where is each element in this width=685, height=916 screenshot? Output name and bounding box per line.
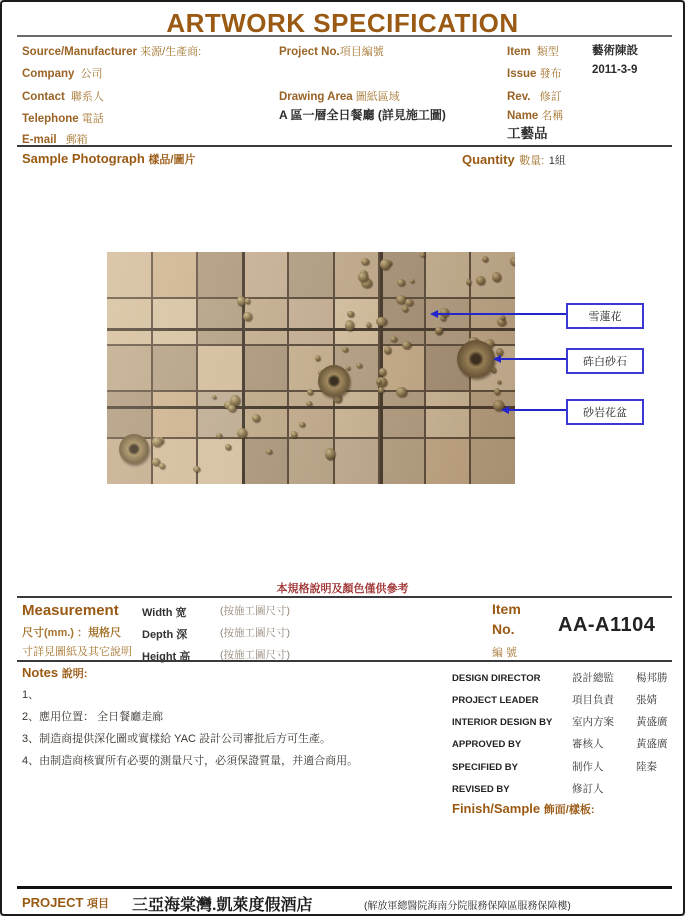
drawing-area-value: A 區一層全日餐廳 (詳見施工圖): [279, 108, 446, 122]
divider-under-header: [17, 145, 672, 147]
measurement-zh-1: 尺寸(mm.) ：規格尺: [22, 627, 121, 639]
item-value: 藝術陳設: [592, 45, 638, 57]
note-item-4: 4、由制造商核實所有必要的測量尺寸，必須保證質量，并適合商用。: [22, 755, 359, 767]
callout-arrow-icon: [438, 313, 566, 315]
callout-label-2: 砗白砂石: [566, 348, 644, 374]
no-label: No.: [492, 621, 515, 637]
signoff-project-leader: PROJECT LEADER 項目負責 張婧: [452, 694, 657, 706]
item-number: AA-A1104: [558, 614, 656, 636]
project-name: 三亞海棠灣.凱萊度假酒店: [132, 897, 313, 914]
field-telephone: Telephone 電話: [22, 113, 104, 125]
callout-arrow-icon: [509, 409, 566, 411]
note-item-2: 2、應用位置： 全日餐廳走廊: [22, 711, 164, 723]
field-project-no: Project No.項目編號: [279, 46, 384, 58]
field-source-manufacturer: Source/Manufacturer 来源/生產商:: [22, 46, 202, 58]
callout-arrow-icon: [501, 358, 566, 360]
signoff-revised-by: REVISED BY 修訂人: [452, 783, 604, 795]
no-zh-label: 編 號: [492, 647, 518, 659]
footer-divider: [17, 886, 672, 889]
notes-label: Notes 說明:: [22, 665, 88, 680]
signoff-approved-by: APPROVED BY 審核人 黃盛廣: [452, 738, 668, 750]
dim-height-value: (按施工圖尺寸): [220, 649, 290, 661]
measurement-label: Measurement: [22, 602, 119, 619]
field-email: E-mail 郵箱: [22, 134, 88, 146]
reference-note: 本規格說明及顏色僅供參考: [276, 583, 409, 595]
panel-joint: [242, 252, 245, 484]
panel-joint: [107, 406, 515, 409]
callout-label-3: 砂岩花盆: [566, 399, 644, 425]
dim-depth-value: (按施工圖尺寸): [220, 627, 290, 639]
page-title: ARTWORK SPECIFICATION: [166, 8, 519, 38]
signoff-specified-by: SPECIFIED BY 制作人 陸秦: [452, 761, 657, 773]
field-contact: Contact 聯系人: [22, 91, 104, 103]
sample-photograph-label: Sample Photograph 樣品/圖片: [22, 151, 196, 166]
field-company: Company 公司: [22, 68, 103, 80]
project-subtitle: (解放軍總醫院海南分院服務保障區服務保障樓): [364, 901, 571, 912]
divider-under-title: [17, 35, 672, 37]
field-rev: Rev. 修訂: [507, 91, 562, 103]
field-item: Item 類型: [507, 46, 559, 58]
field-name: Name 名稱: [507, 110, 564, 122]
note-item-1: 1、: [22, 689, 40, 701]
field-issue: Issue 發布: [507, 68, 562, 80]
dim-width-value: (按施工圖尺寸): [220, 605, 290, 617]
divider-above-measurement: [17, 596, 672, 598]
name-value: 工藝品: [507, 126, 548, 141]
signoff-interior-design: INTERIOR DESIGN BY 室内方案 黃盛廣: [452, 716, 668, 728]
panel-joint: [107, 328, 515, 331]
issue-value: 2011-3-9: [592, 64, 638, 76]
finish-sample-label: Finish/Sample 飾面/樣板:: [452, 801, 595, 816]
quantity-label: Quantity 數量: 1組: [462, 152, 566, 167]
stone-tiles: [107, 252, 515, 484]
signoff-design-director: DESIGN DIRECTOR 設計總監 楊邦勝: [452, 672, 668, 684]
note-item-3: 3、制造商提供深化圖或實樣給 YAC 設計公司審批后方可生產。: [22, 733, 332, 745]
project-label: PROJECT 項目: [22, 895, 110, 910]
dim-width: Width 宽: [142, 607, 187, 619]
dim-height: Height 高: [142, 651, 191, 663]
measurement-zh-2: 寸詳見圖紙及其它說明: [22, 646, 132, 658]
sample-photo: [107, 252, 515, 484]
field-drawing-area: Drawing Area 圖紙區域: [279, 91, 400, 103]
divider-above-notes: [17, 660, 672, 662]
dim-depth: Depth 深: [142, 629, 188, 641]
callout-label-1: 雪蓮花: [566, 303, 644, 329]
item-label: Item: [492, 601, 521, 617]
